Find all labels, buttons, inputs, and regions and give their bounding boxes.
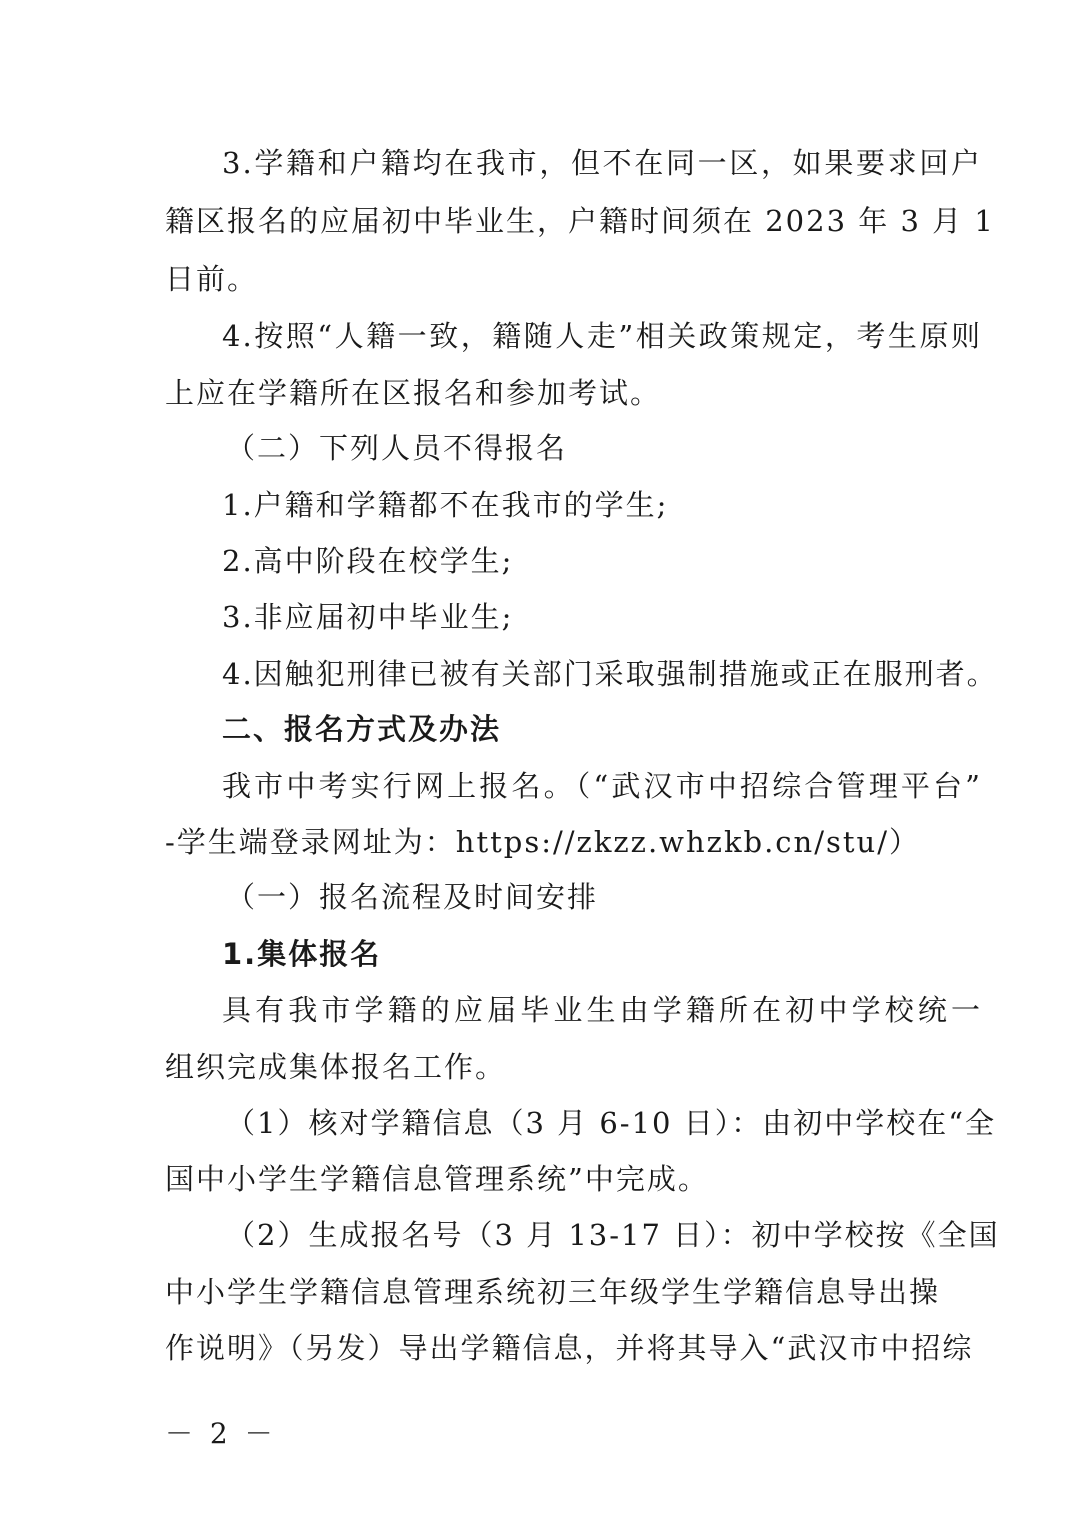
- text-line: 3.学籍和户籍均在我市，但不在同一区，如果要求回户: [222, 146, 982, 180]
- text-line: 我市中考实行网上报名。（“武汉市中招综合管理平台”: [222, 769, 982, 803]
- text-line: （1）核对学籍信息（3 月 6-10 日）：由初中学校在“全: [226, 1106, 997, 1140]
- text-line: 4.按照“人籍一致，籍随人走”相关政策规定，考生原则: [222, 319, 982, 353]
- list-item: 2.高中阶段在校学生;: [222, 544, 514, 578]
- text-line: 作说明》（另发）导出学籍信息，并将其导入“武汉市中招综: [165, 1331, 974, 1365]
- list-item: 1.户籍和学籍都不在我市的学生;: [222, 488, 669, 522]
- section-heading: （一）报名流程及时间安排: [226, 880, 599, 914]
- text-line: 组织完成集体报名工作。: [165, 1050, 507, 1084]
- list-item: 3.非应届初中毕业生;: [222, 600, 514, 634]
- text-line: （2）生成报名号（3 月 13-17 日）：初中学校按《全国: [226, 1218, 1000, 1252]
- text-line: 籍区报名的应届初中毕业生，户籍时间须在 2023 年 3 月 1: [165, 204, 995, 238]
- text-line: 具有我市学籍的应届毕业生由学籍所在初中学校统一: [222, 993, 982, 1027]
- text-line: 中小学生学籍信息管理系统初三年级学生学籍信息导出操: [165, 1275, 941, 1309]
- section-heading-bold: 二、报名方式及办法: [222, 712, 502, 746]
- list-item: 4.因触犯刑律已被有关部门采取强制措施或正在服刑者。: [222, 657, 998, 691]
- text-line: 日前。: [165, 262, 259, 296]
- text-line: 上应在学籍所在区报名和参加考试。: [165, 376, 662, 410]
- section-heading-bold: 1.集体报名: [222, 937, 382, 971]
- page-number: － 2 －: [165, 1417, 277, 1450]
- text-line: -学生端登录网址为：https://zkzz.whzkb.cn/stu/）: [165, 825, 920, 859]
- section-heading: （二）下列人员不得报名: [226, 431, 568, 465]
- text-line: 国中小学生学籍信息管理系统”中完成。: [165, 1162, 709, 1196]
